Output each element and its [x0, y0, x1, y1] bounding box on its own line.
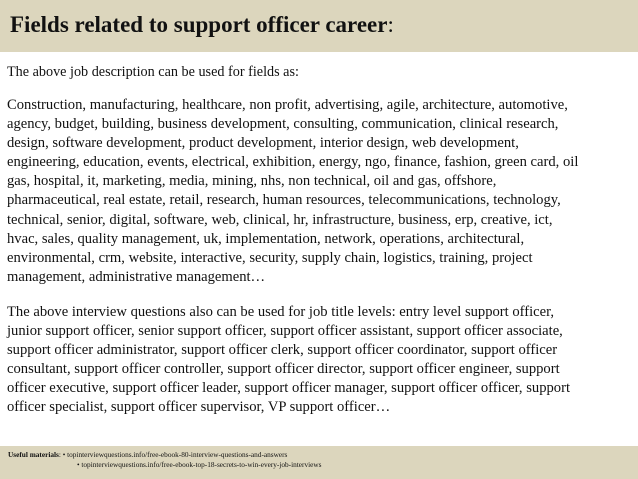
- title-bar: [0, 0, 638, 52]
- fields-line: hvac, sales, quality management, uk, implementation, network, operations, architectural,: [7, 230, 525, 247]
- footer-row: [8, 460, 638, 470]
- fields-line: management, administrative management…: [7, 268, 266, 285]
- levels-line: officer executive, support officer leader, support officer manager, support officer officer, support: [7, 380, 570, 397]
- fields-line: Construction, manufacturing, healthcare, non profit, advertising, agile, architecture, automotive,: [7, 97, 568, 113]
- fields-line: agency, budget, building, business development, consulting, communication, clinical research,: [7, 116, 559, 133]
- fields-line: engineering, education, events, electrical, exhibition, energy, ngo, finance, fashion, green card, oil: [7, 154, 579, 171]
- footer-link[interactable]: • topinterviewquestions.info/free-ebook-80-interview-questions-and-answers: [62, 450, 288, 459]
- levels-line: support officer administrator, support officer clerk, support officer coordinator, support officer: [7, 342, 558, 359]
- footer-row: [8, 450, 638, 460]
- fields-line: pharmaceutical, real estate, retail, research, human resources, telecommunications, technology,: [7, 192, 561, 209]
- footer-link[interactable]: • topinterviewquestions.info/free-ebook-top-18-secrets-to-win-every-job-interviews: [77, 460, 322, 469]
- title-text: Fields related to support officer career: [10, 12, 388, 37]
- levels-line: officer specialist, support officer supervisor, VP support officer…: [7, 399, 391, 416]
- intro-text: The above job description can be used for fields as:: [7, 64, 299, 80]
- fields-line: gas, hospital, it, marketing, media, mining, nhs, non technical, oil and gas, offshore,: [7, 173, 497, 190]
- fields-line: technical, senior, digital, software, web, clinical, hr, infrastructure, business, erp, creative, ict,: [7, 211, 553, 228]
- fields-line: design, software development, product development, interior design, web development,: [7, 135, 519, 152]
- fields-paragraph: [7, 96, 634, 287]
- footer-bar: [0, 446, 638, 479]
- title-colon: :: [387, 12, 394, 37]
- levels-line: junior support officer, senior support officer, support officer assistant, support officer associate,: [7, 323, 563, 340]
- levels-line: consultant, support officer controller, support officer director, support officer engineer, support: [7, 361, 560, 378]
- levels-line: The above interview questions also can be used for job title levels: entry level support officer,: [7, 304, 555, 320]
- footer-label: Useful materials: [8, 450, 59, 459]
- job-levels-paragraph: [7, 303, 634, 418]
- slide-title: [10, 12, 628, 38]
- fields-line: environmental, crm, website, interactive, security, supply chain, logistics, training, project: [7, 249, 533, 266]
- footer-separator: :: [58, 450, 61, 459]
